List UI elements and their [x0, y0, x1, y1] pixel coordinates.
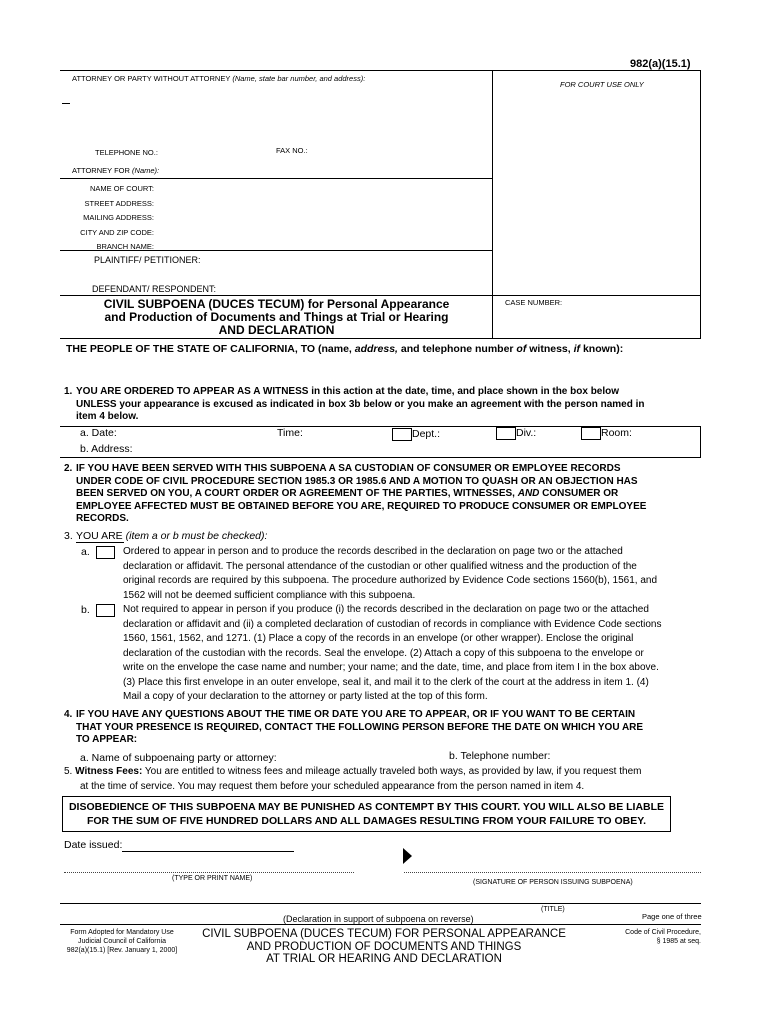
- item-2-line-2: UNDER CODE OF CIVIL PROCEDURE SECTION 1985.3 OR 1985.6 AND A MOTION TO QUASH OR AN OBJECTION HAS: [76, 475, 638, 487]
- item-5-lead: Witness Fees:: [75, 766, 143, 777]
- item-3b-checkbox[interactable]: [96, 602, 115, 620]
- item-3a-line-1: Ordered to appear in person and to produce the records described in the declaration on page two or the attached: [123, 546, 623, 557]
- warning-line-2: FOR THE SUM OF FIVE HUNDRED DOLLARS AND ALL DAMAGES RESULTING FROM YOUR FAILURE TO OBEY.: [86, 815, 647, 827]
- time-label: Time:: [277, 427, 303, 439]
- court-box-top: [60, 178, 493, 179]
- room-checkbox[interactable]: [581, 427, 601, 445]
- footer-title-line-3: AT TRIAL OR HEARING AND DECLARATION: [266, 953, 502, 965]
- item-1-text: [76, 386, 645, 424]
- title-label: (TITLE): [541, 906, 565, 913]
- subpoenaing-party-label: a. Name of subpoenaing party or attorney:: [80, 752, 277, 764]
- sign-here-arrow-icon: [403, 848, 412, 864]
- date-issued-line[interactable]: [122, 851, 294, 852]
- item-2-number: 2.: [64, 463, 73, 474]
- page-label: Page one of three: [642, 912, 702, 921]
- item-3b-line-3: 1560, 1561, 1562, and 1271. (1) Place a copy of the records in an envelope (or other wrapper). Enclose the original: [123, 633, 634, 644]
- item-5-number: 5.: [64, 766, 73, 777]
- title-line-2: and Production of Documents and Things at Trial or Hearing: [104, 310, 449, 324]
- item-3b-line-7: Mail a copy of your declaration to the attorney or party listed at the top of this form.: [123, 691, 488, 702]
- footer-adopted: [60, 928, 184, 955]
- div-label: Div.:: [516, 427, 537, 439]
- form-title: [60, 298, 493, 337]
- city-zip-label: CITY AND ZIP CODE:: [80, 227, 154, 237]
- signature-line[interactable]: [404, 872, 701, 873]
- people-text-h: known):: [580, 343, 624, 355]
- item-3b-line-5: write on the envelope the case name and number; your name; and the date, time, and place from item I in the box above.: [123, 662, 659, 673]
- case-number-top: [492, 295, 701, 296]
- item-2-line-3: [76, 488, 646, 501]
- item-3b-line-2: declaration or affidavit and (ii) a completed declaration of custodian of records in compliance with Evidence Code sections: [123, 618, 662, 630]
- header-bottom-border: [60, 338, 701, 339]
- people-text-c: and: [397, 343, 423, 355]
- attorney-label: ATTORNEY OR PARTY WITHOUT ATTORNEY: [72, 74, 231, 83]
- title-line-3: AND DECLARATION: [218, 323, 335, 337]
- date-label: a. Date:: [80, 427, 117, 439]
- item-2-line-5: RECORDS.: [76, 513, 129, 524]
- footer-code: [625, 928, 701, 946]
- people-text-d: telephone number: [422, 343, 517, 355]
- item-3a-checkbox[interactable]: [96, 544, 115, 562]
- print-name-line[interactable]: [64, 872, 354, 873]
- item-4-line-2: THAT YOUR PRESENCE IS REQUIRED, CONTACT THE FOLLOWING PERSON BEFORE THE DATE ON WHICH YOU ARE: [76, 721, 644, 733]
- people-text-b: address,: [354, 343, 398, 355]
- item-3b-line-4: declaration of the custodian with the records. Seal the envelope. (2) Attach a copy of this subpoena to the envelope or: [123, 647, 644, 659]
- item-3b-label: b.: [81, 604, 90, 616]
- telephone-label: TELEPHONE NO.:: [95, 148, 158, 157]
- item-3a-line-2: declaration or affidavit. The personal attendance of the custodian or other qualified witness and the production of the: [123, 560, 637, 572]
- dept-label: Dept.:: [412, 428, 441, 440]
- attorney-for-label: ATTORNEY FOR: [72, 166, 130, 175]
- you-are-underline: [76, 542, 124, 543]
- type-print-label: (TYPE OR PRINT NAME): [172, 875, 253, 882]
- mailing-address-label: MAILING ADDRESS:: [83, 213, 154, 222]
- telephone-number-label: b. Telephone number:: [449, 750, 551, 762]
- item-2-text: [76, 463, 646, 526]
- people-text-a: THE PEOPLE OF THE STATE OF CALIFORNIA, TO (name,: [66, 343, 355, 355]
- item-2-line-3a: BEEN SERVED ON YOU, A COURT ORDER OR AGREEMENT OF THE PARTIES, WITNESSES,: [76, 488, 518, 499]
- date-issued-label: Date issued:: [64, 839, 123, 851]
- item-3-lead: YOU ARE: [76, 530, 126, 542]
- item-3b-line-6: (3) Place this first envelope in an outer envelope, seal it, and mail it to the clerk of the court at the address in item 1. (4): [123, 676, 649, 688]
- item-5: [64, 765, 641, 794]
- declaration-note: (Declaration in support of subpoena on reverse): [283, 914, 474, 924]
- people-text-g: if: [573, 343, 581, 355]
- room-label: Room:: [601, 427, 632, 439]
- adopted-line-2: Judicial Council of California: [78, 938, 166, 945]
- item-3a-line-4: 1562 will not be deemed sufficient compliance with this subpoena.: [123, 589, 416, 601]
- attorney-hint: (Name, state bar number, and address):: [232, 74, 366, 83]
- people-line: [66, 343, 623, 355]
- item-2-line-1: IF YOU HAVE BEEN SERVED WITH THIS SUBPOENA A SA CUSTODIAN OF CONSUMER OR EMPLOYEE RECORDS: [76, 463, 621, 474]
- people-text-f: witness,: [526, 343, 574, 355]
- item-1-number: 1.: [64, 386, 73, 397]
- warning-line-1: DISOBEDIENCE OF THIS SUBPOENA MAY BE PUNISHED AS CONTEMPT BY THIS COURT. YOU WILL ALSO BE LIABLE: [68, 801, 665, 813]
- court-fields: [80, 182, 154, 255]
- warning-text: [63, 797, 670, 828]
- footer-title: [188, 928, 580, 966]
- branch-name-label: BRANCH NAME:: [96, 242, 154, 251]
- item-5-line-1: [64, 765, 641, 780]
- item-4-line-1: IF YOU HAVE ANY QUESTIONS ABOUT THE TIME OR DATE YOU ARE TO APPEAR, OR IF YOU WANT TO BE CERTAIN: [76, 709, 636, 720]
- court-name-label: NAME OF COURT:: [89, 184, 154, 193]
- item-3b-text: [123, 603, 661, 705]
- item-4-number: 4.: [64, 709, 73, 720]
- header-right-border: [700, 70, 701, 338]
- footer-top-border: [60, 903, 701, 904]
- item-3-lead-row: [76, 530, 267, 542]
- header-top-border: [60, 70, 701, 71]
- fax-label: FAX NO.:: [276, 146, 308, 155]
- address-label: b. Address:: [80, 443, 133, 455]
- item-3-hint: (item a or b must be checked):: [125, 530, 268, 542]
- case-number-label: CASE NUMBER:: [505, 298, 563, 307]
- item-3a-line-3: original records are required by this subpoena. The procedure authorized by Evidence Code sections 1560(b), 1561, and: [123, 575, 658, 586]
- code-line-1: Code of Civil Procedure,: [625, 929, 701, 936]
- attorney-for-hint: (Name):: [132, 166, 160, 175]
- item-3b-line-1: Not required to appear in person if you produce (i) the records described in the declaration on page two or the attached: [123, 604, 649, 615]
- item-2-line-3c: CONSUMER OR: [539, 488, 619, 499]
- form-number: 982(a)(15.1): [630, 58, 691, 70]
- div-checkbox[interactable]: [496, 427, 516, 445]
- adopted-line-3: 982(a)(15.1) [Rev. January 1, 2000]: [66, 947, 178, 954]
- item-2-line-3b: AND: [517, 488, 540, 499]
- item-1-line-2: UNLESS your appearance is excused as indicated in box 3b below or you make an agreement with the person named in: [76, 398, 645, 410]
- footer-title-line-1: CIVIL SUBPOENA (DUCES TECUM) FOR PERSONAL APPEARANCE: [202, 928, 566, 940]
- title-line-1: CIVIL SUBPOENA (DUCES TECUM) for Personal Appearance: [103, 297, 450, 311]
- item-1-line-1: YOU ARE ORDERED TO APPEAR AS A WITNESS in this action at the date, time, and place shown in the box below: [76, 386, 620, 397]
- attorney-for-row: [72, 166, 159, 175]
- court-use-label: FOR COURT USE ONLY: [560, 80, 644, 89]
- item-3-number: 3.: [64, 530, 73, 542]
- item-2-line-4: EMPLOYEE AFFECTED MUST BE OBTAINED BEFORE YOU ARE, REQUIRED TO PRODUCE CONSUMER OR EMPLOYEE: [76, 500, 647, 512]
- item-3a-label: a.: [81, 546, 90, 558]
- item-5-text-1: You are entitled to witness fees and mileage actually traveled both ways, as provided by law, if you request them: [142, 766, 642, 777]
- signature-label: (SIGNATURE OF PERSON ISSUING SUBPOENA): [473, 879, 633, 886]
- item-3a-text: [123, 545, 657, 603]
- warning-box: [62, 796, 671, 832]
- code-line-2: § 1985 at seq.: [656, 938, 701, 945]
- item-5-line-2: at the time of service. You may request them before your scheduled appearance from the person named in item 4.: [80, 780, 585, 792]
- footer-title-line-2: AND PRODUCTION OF DOCUMENTS AND THINGS: [246, 940, 522, 953]
- people-text-e: of: [516, 343, 527, 355]
- footer-divider: [60, 924, 701, 925]
- street-address-label: STREET ADDRESS:: [84, 198, 154, 208]
- dept-checkbox[interactable]: [392, 428, 412, 446]
- plaintiff-label: PLAINTIFF/ PETITIONER:: [94, 255, 201, 265]
- attorney-label-row: [72, 74, 365, 83]
- item-4-text: [76, 709, 643, 747]
- appearance-box-right: [700, 426, 701, 458]
- title-box-top: [60, 295, 493, 296]
- item-4-line-3: TO APPEAR:: [76, 734, 138, 745]
- defendant-label: DEFENDANT/ RESPONDENT:: [92, 284, 217, 294]
- address-mark: [62, 103, 70, 104]
- appearance-box-bottom: [60, 457, 701, 458]
- adopted-line-1: Form Adopted for Mandatory Use: [70, 929, 174, 936]
- item-1-line-3: item 4 below.: [76, 411, 139, 422]
